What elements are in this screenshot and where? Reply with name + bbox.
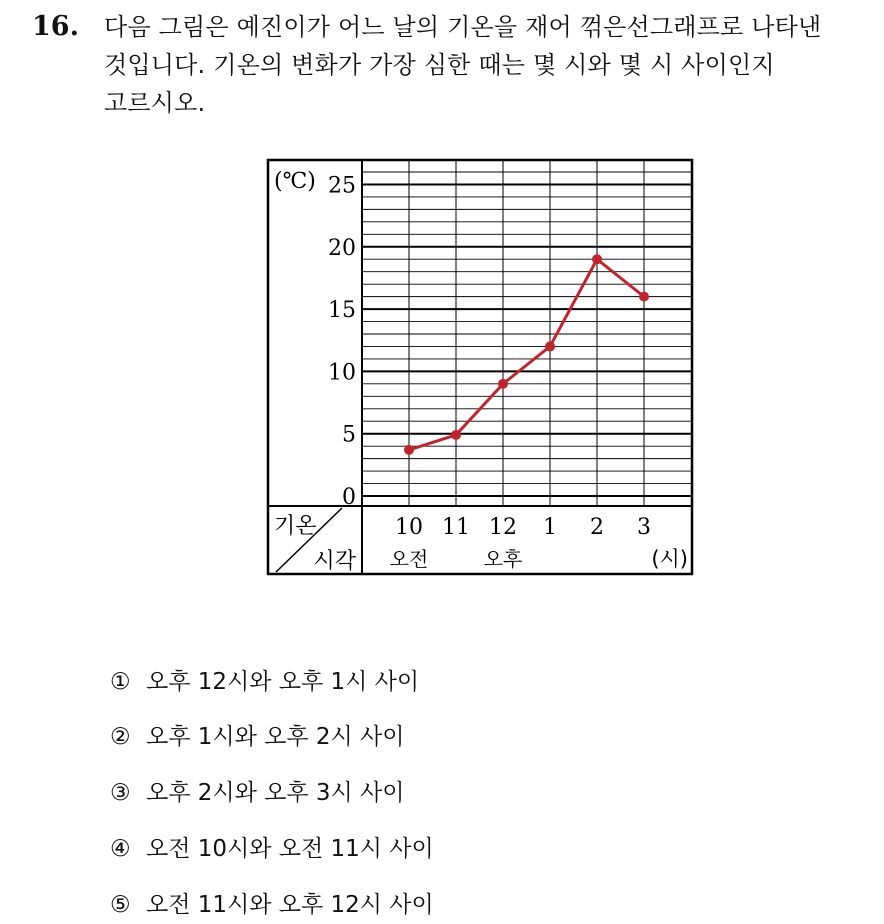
y-tick-label: 15 bbox=[328, 298, 356, 324]
x-unit-label: (시) bbox=[651, 547, 688, 571]
x-axis-ticks bbox=[390, 515, 688, 571]
answer-choice-4[interactable] bbox=[110, 832, 434, 866]
choice-text: 오후 1시와 오후 2시 사이 bbox=[146, 724, 405, 750]
table-header bbox=[268, 506, 692, 574]
choice-text: 오후 2시와 오후 3시 사이 bbox=[146, 780, 405, 806]
choice-marker: ③ bbox=[110, 780, 131, 806]
y-tick-label: 5 bbox=[342, 422, 356, 448]
answer-choice-5[interactable] bbox=[110, 888, 434, 922]
period-label: 오전 bbox=[389, 547, 429, 571]
data-point bbox=[451, 430, 461, 440]
y-tick-label: 10 bbox=[328, 360, 356, 386]
y-tick-label: 0 bbox=[342, 485, 356, 510]
header-col-label: 시각 bbox=[313, 549, 356, 574]
question-line: 다음 그림은 예진이가 어느 날의 기온을 재어 꺾은선그래프로 나타낸 bbox=[104, 13, 822, 41]
data-point bbox=[404, 445, 414, 455]
x-tick-label: 10 bbox=[395, 515, 423, 540]
data-point bbox=[498, 379, 508, 389]
question-line: 것입니다. 기온의 변화가 가장 심한 때는 몇 시와 몇 시 사이인지 bbox=[104, 51, 775, 79]
y-unit-label: (℃) bbox=[274, 169, 316, 194]
temperature-line-graph bbox=[266, 158, 696, 580]
y-axis-ticks bbox=[274, 169, 356, 510]
choice-text: 오후 12시와 오후 1시 사이 bbox=[146, 669, 420, 695]
y-tick-label: 25 bbox=[328, 173, 356, 199]
x-tick-label: 12 bbox=[489, 515, 517, 540]
choice-text: 오전 10시와 오전 11시 사이 bbox=[146, 836, 434, 862]
data-point bbox=[592, 254, 602, 264]
choice-marker: ④ bbox=[110, 836, 131, 862]
x-tick-label: 11 bbox=[442, 515, 470, 540]
choice-marker: ⑤ bbox=[110, 892, 131, 918]
x-tick-label: 1 bbox=[543, 515, 557, 540]
question-text bbox=[104, 8, 864, 122]
choice-text: 오전 11시와 오후 12시 사이 bbox=[146, 892, 434, 918]
data-point bbox=[639, 292, 649, 302]
question-number: 16. bbox=[32, 11, 79, 42]
answer-choice-2[interactable] bbox=[110, 720, 404, 754]
x-tick-label: 3 bbox=[637, 515, 651, 540]
answer-choice-1[interactable] bbox=[110, 665, 419, 699]
choice-marker: ② bbox=[110, 724, 131, 750]
grid bbox=[362, 160, 692, 574]
x-tick-label: 2 bbox=[590, 515, 604, 540]
answer-choice-3[interactable] bbox=[110, 776, 404, 810]
header-row-label: 기온 bbox=[274, 514, 317, 539]
data-point bbox=[545, 341, 555, 351]
choice-marker: ① bbox=[110, 669, 131, 695]
y-tick-label: 20 bbox=[328, 235, 356, 261]
question-line: 고르시오. bbox=[104, 89, 206, 117]
period-label: 오후 bbox=[483, 547, 523, 571]
